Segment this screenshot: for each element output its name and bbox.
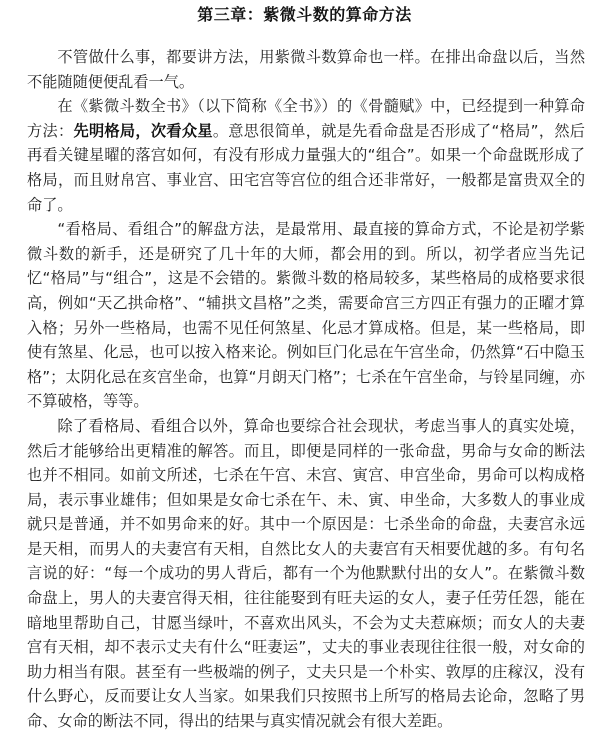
paragraph-1: 不管做什么事，都要讲方法，用紫微斗数算命也一样。在排出命盘以后，当然不能随随便便乱看一气。 (27, 48, 585, 91)
document-body (27, 45, 585, 734)
paragraph-3: “看格局、看组合”的解盘方法，是最常用、最直接的算命方式，不论是初学紫微斗数的新手，还是研究了几十年的大师，都会用的到。所以，初学者应当先记忆“格局”与“组合”，这是不会错的。紫微斗数的格局较多，某些格局的成格要求很高，例如“天乙拱命格”、“辅拱文昌格”之类，需要命宫三方四正有强力的正曜才算入格；另外一些格局，也需不见任何煞星、化忌才算成格。但是，某一些格局，即使有煞星、化忌，也可以按入格来论。例如巨门化忌在午宫坐命，仍然算“石中隐玉格”；太阴化忌在亥宫坐命，也算“月朗天门格”；七杀在午宫坐命，与铃星同缠，亦不算破格，等等。 (27, 220, 585, 411)
paragraph-2 (27, 94, 585, 217)
paragraph-2-lead: 在《紫微斗数全书》（以下简称《全书》）的《骨髓赋》中，已经提到一种算命方法： (27, 97, 585, 140)
chapter-title: 第三章：紫微斗数的算命方法 (197, 5, 412, 24)
paragraph-4: 除了看格局、看组合以外，算命也要综合社会现状，考虑当事人的真实处境，然后才能够给出更精准的解答。而且，即便是同样的一张命盘，男命与女命的断法也并不相同。如前文所述，七杀在午宫、未宫、寅宫、申宫坐命，男命可以构成格局，表示事业雄伟；但如果是女命七杀在午、未、寅、申坐命，大多数人的事业成就只是普通，并不如男命来的好。其中一个原因是：七杀坐命的命盘，夫妻宫永远是天相，而男人的夫妻宫有天相，自然比女人的夫妻宫有天相要优越的多。有句名言说的好：“每一个成功的男人背后，都有一个为他默默付出的女人”。在紫微斗数命盘上，男人的夫妻宫得天相，往往能娶到有旺夫运的女人，妻子任劳任怨，能在暗地里帮助自己，甘愿当绿叶，不喜欢出风头，不会为丈夫惹麻烦；而女人的夫妻宫有天相，却不表示丈夫有什么“旺妻运”，丈夫的事业表现往往很一般，对女命的助力相当有限。甚至有一些极端的例子，丈夫只是一个朴实、敦厚的庄稼汉，没有什么野心，反而要让女人当家。如果我们只按照书上所写的格局去论命，忽略了男命、女命的断法不同，得出的结果与真实情况就会有很大差距。 (27, 416, 585, 731)
paragraph-2-rest: 。意思很简单，就是先看命盘是否形成了“格局”，然后再看关键星曜的落宫如何，有没有形成力量强大的“组合”。如果一个命盘既形成了格局，而且财帛宫、事业宫、田宅宫等宫位的组合还非常好，一般都是富贵双全的命了。 (27, 121, 585, 214)
paragraph-2-emphasis: 先明格局，次看众星 (73, 121, 213, 140)
